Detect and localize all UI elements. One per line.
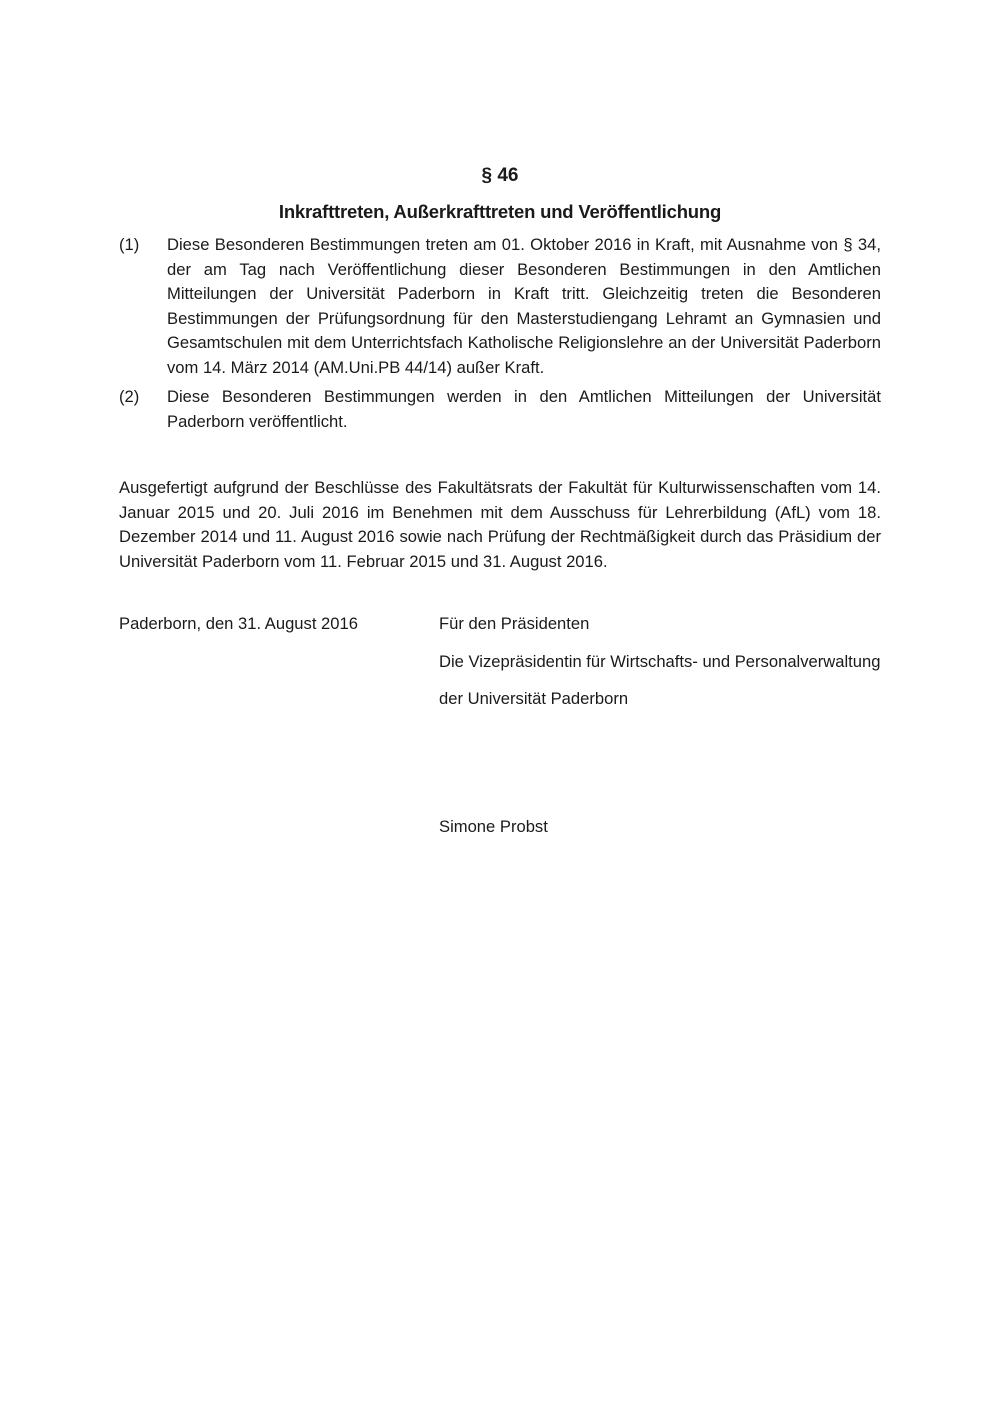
place-date: Paderborn, den 31. August 2016	[119, 614, 358, 633]
paragraph-number: (2)	[119, 387, 140, 406]
paragraph-2	[119, 385, 881, 434]
signature-on-behalf: Für den Präsidenten	[439, 614, 590, 633]
signature-institution: der Universität Paderborn	[439, 689, 629, 708]
section-title: Inkrafttreten, Außerkrafttreten und Veröffentlichung	[278, 201, 722, 222]
signatory-name: Simone Probst	[439, 817, 548, 836]
paragraph-text: Diese Besonderen Bestimmungen treten am 01. Oktober 2016 in Kraft, mit Ausnahme von § 34, der am Tag nach Veröffentlichung dieser Besonderen Bestimmungen in den Amtlichen Mitteilungen der Universität Paderborn in Kraft tritt. Gleichzeitig treten die Besonderen Bestimmungen der Prüfungsordnung für den Masterstudiengang Lehramt an Gymnasien und Gesamtschulen mit dem Unterrichtsfach Katholische Religionslehre an der Universität Paderborn vom 14. März 2014 (AM.Uni.PB 44/14) außer Kraft.	[167, 235, 881, 377]
signature-office: Die Vizepräsidentin für Wirtschafts- und Personalverwaltung	[439, 652, 881, 671]
paragraph-text: Diese Besonderen Bestimmungen werden in den Amtlichen Mitteilungen der Universität Paderborn veröffentlicht.	[167, 387, 881, 431]
paragraph-1	[119, 233, 881, 380]
section-number: § 46	[481, 165, 519, 186]
paragraph-number: (1)	[119, 235, 140, 254]
execution-note: Ausgefertigt aufgrund der Beschlüsse des Fakultätsrats der Fakultät für Kulturwissenschaften vom 14. Januar 2015 und 20. Juli 2016 im Benehmen mit dem Ausschuss für Lehrerbildung (AfL) vom 18. Dezember 2014 und 11. August 2016 sowie nach Prüfung der Rechtmäßigkeit durch das Präsidium der Universität Paderborn vom 11. Februar 2015 und 31. August 2016.	[119, 478, 881, 571]
